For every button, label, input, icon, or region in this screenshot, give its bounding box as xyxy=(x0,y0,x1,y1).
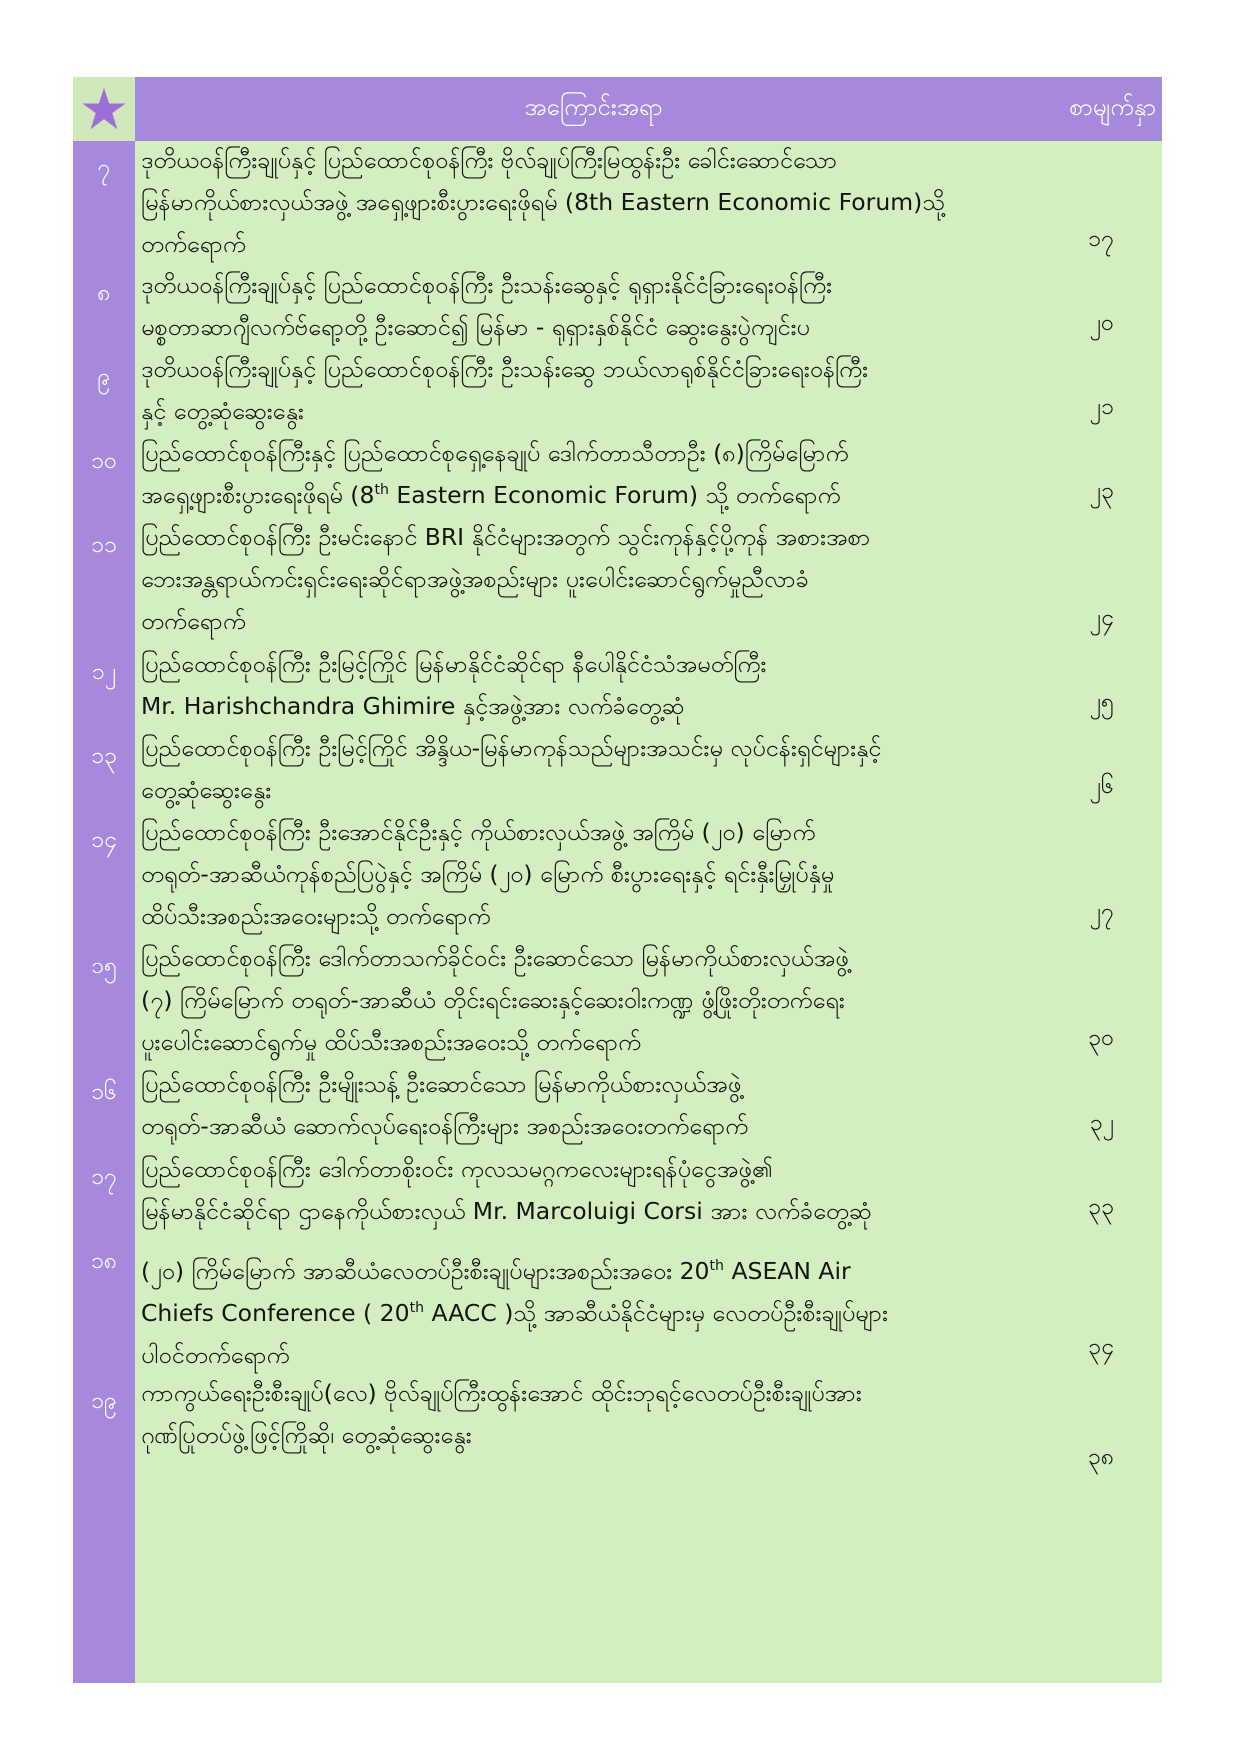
toc-row[interactable] xyxy=(73,1063,1162,1148)
toc-header xyxy=(73,77,1162,141)
entry-title-line: နှင့် တွေ့ဆုံဆွေးနွေး xyxy=(141,397,304,425)
entry-number: ၁၆ xyxy=(91,1079,117,1105)
entry-number: ၁၉ xyxy=(91,1388,117,1414)
entry-title-line: ပြည်ထောင်စုဝန်ကြီး ဦးမြင့်ကြိုင် မြန်မာနိုင်ငံဆိုင်ရာ နီပေါနိုင်ငံသံအမတ်ကြီး xyxy=(141,650,767,678)
entry-title-line: ပြည်ထောင်စုဝန်ကြီး ဦးမင်းနောင် BRI နိုင်ငံများအတွက် သွင်းကုန်နှင့်ပို့ကုန် အစားအစာ xyxy=(141,523,871,551)
entry-title xyxy=(141,1372,1071,1456)
toc-row[interactable] xyxy=(73,1372,1162,1482)
toc-row[interactable] xyxy=(73,348,1162,432)
entry-title-line: ပြည်ထောင်စုဝန်ကြီး ဦးမျိုးသန့် ဦးဆောင်သော မြန်မာကိုယ်စားလှယ်အဖွဲ့ xyxy=(141,1070,742,1098)
toc-row[interactable] xyxy=(73,139,1162,264)
entry-page-number: ၁၇ xyxy=(1088,226,1114,252)
entry-title-line: ဒုတိယဝန်ကြီးချုပ်နှင့် ပြည်ထောင်စုဝန်ကြီး ဦးသန်းဆွေနှင့် ရုရှားနိုင်ငံခြားရေးဝန်ကြီး xyxy=(141,271,832,299)
star-icon-cell xyxy=(73,77,135,141)
entry-title xyxy=(141,264,1071,348)
entry-number: ၁၄ xyxy=(91,827,117,853)
entry-title xyxy=(141,937,1071,1063)
entry-title-line: ဒုတိယဝန်ကြီးချုပ်နှင့် ပြည်ထောင်စုဝန်ကြီး ဦးသန်းဆွေ ဘယ်လာရုစ်နိုင်ငံခြားရေးဝန်ကြီး xyxy=(141,355,868,383)
entry-number: ၁၅ xyxy=(91,953,117,979)
entry-title-line: ပြည်ထောင်စုဝန်ကြီး ဒေါက်တာစိုးဝင်း ကုလသမဂ္ဂကလေးများရန်ပုံငွေအဖွဲ့၏ xyxy=(141,1155,773,1183)
toc-row[interactable] xyxy=(73,432,1162,516)
entry-page-number: ၃၀ xyxy=(1088,1025,1114,1051)
entry-title-line: တွေ့ဆုံဆွေးနွေး xyxy=(141,776,272,804)
entry-title-line: ဂုဏ်ပြုတပ်ဖွဲ့ဖြင့်ကြိုဆို၊ တွေ့ဆုံဆွေးနွေး xyxy=(141,1421,472,1449)
entry-title xyxy=(141,139,1071,265)
entry-title xyxy=(141,643,1071,727)
entry-title-line: ပြည်ထောင်စုဝန်ကြီး ဦးမြင့်ကြိုင် အိန္ဒိယ-မြန်မာကုန်သည်များအသင်းမှ လုပ်ငန်းရှင်များနှင့် xyxy=(141,734,882,762)
entry-page-number: ၃၈ xyxy=(1087,1444,1114,1470)
star-icon xyxy=(81,86,127,132)
toc-row[interactable] xyxy=(73,643,1162,727)
entry-title xyxy=(141,348,1071,432)
entry-title-line: ပါဝင်တက်ရောက် xyxy=(141,1341,290,1369)
entry-title-line: တက်ရောက် xyxy=(141,607,246,635)
entry-title-line: (၂၀) ကြိမ်မြောက် အာဆီယံလေတပ်ဦးစီးချုပ်များအစည်းအဝေး 20th ASEAN Air xyxy=(141,1257,851,1285)
entry-title-line: ဘေးအန္တရာယ်ကင်းရှင်းရေးဆိုင်ရာအဖွဲ့အစည်းများ ပူးပေါင်းဆောင်ရွက်မှုညီလာခံ xyxy=(141,565,809,593)
entry-title-line: တက်ရောက် xyxy=(141,230,246,258)
entry-title xyxy=(141,1250,1071,1376)
entry-title-line: ပူးပေါင်းဆောင်ရွက်မှု ထိပ်သီးအစည်းအဝေးသို့ တက်ရောက် xyxy=(141,1028,641,1056)
entry-page-number: ၃၃ xyxy=(1088,1194,1114,1220)
entry-page-number: ၂၆ xyxy=(1089,773,1114,799)
entry-title-line: ပြည်ထောင်စုဝန်ကြီးနှင့် ပြည်ထောင်စုရှေ့နေချုပ် ဒေါက်တာသီတာဦး (၈)ကြိမ်မြောက် xyxy=(141,439,849,467)
entry-title-line: မစ္စတာဆာဂျီလက်ဗ်ရော့တို့ ဦးဆောင်၍ မြန်မာ - ရုရှားနှစ်နိုင်ငံ ဆွေးနွေးပွဲကျင်းပ xyxy=(141,313,810,341)
toc-row[interactable] xyxy=(73,1232,1162,1372)
entry-page-number: ၂၀ xyxy=(1089,310,1114,336)
entry-number: ၁၂ xyxy=(91,659,117,685)
entry-number: ၈ xyxy=(97,280,111,306)
entry-page-number: ၂၄ xyxy=(1089,605,1114,631)
entry-title-line: Mr. Harishchandra Ghimire နှင့်အဖွဲ့အား လက်ခံတွေ့ဆုံ xyxy=(141,692,685,720)
entry-number: ၁၃ xyxy=(91,743,117,769)
toc-row[interactable] xyxy=(73,1148,1162,1232)
entry-title-line: ပြည်ထောင်စုဝန်ကြီး ဒေါက်တာသက်ခိုင်ဝင်း ဦးဆောင်သော မြန်မာကိုယ်စားလှယ်အဖွဲ့ xyxy=(141,944,849,972)
entry-title xyxy=(141,1063,1071,1147)
entry-title-line: (၇) ကြိမ်မြောက် တရုတ်-အာဆီယံ တိုင်းရင်းဆေးနှင့်ဆေးဝါးကဏ္ဍ ဖွံ့ဖြိုးတိုးတက်ရေး xyxy=(141,986,845,1014)
entry-title-line: တရုတ်-အာဆီယံကုန်စည်ပြပွဲနှင့် အကြိမ် (၂၀) မြောက် စီးပွားရေးနှင့် ရင်းနှီးမြှုပ်နှံမှု xyxy=(141,860,835,888)
entry-page-number: ၃၄ xyxy=(1088,1334,1114,1360)
entry-page-number: ၂၃ xyxy=(1089,478,1114,504)
toc-row[interactable] xyxy=(73,264,1162,348)
entry-number: ၁၈ xyxy=(90,1248,118,1274)
entry-title-line: အရှေ့ဖျားစီးပွားရေးဖိုရမ် (8th Eastern Economic Forum) သို့ တက်ရောက် xyxy=(141,481,841,509)
header-page: စာမျက်နှာ xyxy=(1069,93,1156,121)
entry-number: ၉ xyxy=(97,364,111,390)
toc-row[interactable] xyxy=(73,811,1162,937)
entry-number: ၁၁ xyxy=(91,532,117,558)
toc-row[interactable] xyxy=(73,727,1162,811)
entry-page-number: ၂၅ xyxy=(1089,689,1114,715)
entry-title-line: ပြည်ထောင်စုဝန်ကြီး ဦးအောင်နိုင်ဦးနှင့် ကိုယ်စားလှယ်အဖွဲ့ အကြိမ် (၂၀) မြောက် xyxy=(141,818,816,846)
entry-title-line: ဒုတိယဝန်ကြီးချုပ်နှင့် ပြည်ထောင်စုဝန်ကြီး ဗိုလ်ချုပ်ကြီးမြထွန်းဦး ခေါင်းဆောင်သော xyxy=(141,146,838,174)
entry-title-line: မြန်မာကိုယ်စားလှယ်အဖွဲ့ အရှေ့ဖျားစီးပွားရေးဖိုရမ် (8th Eastern Economic Forum)သို့ xyxy=(141,188,945,216)
entry-title xyxy=(141,432,1071,516)
entry-title-line: ထိပ်သီးအစည်းအဝေးများသို့ တက်ရောက် xyxy=(141,902,491,930)
entry-page-number: ၃၂ xyxy=(1089,1110,1114,1136)
entry-title-line: တရုတ်-အာဆီယံ ဆောက်လုပ်ရေးဝန်ကြီးများ အစည်းအဝေးတက်ရောက် xyxy=(141,1112,749,1140)
entry-title xyxy=(141,1148,1071,1232)
entry-title xyxy=(141,811,1071,937)
entry-page-number: ၂၁ xyxy=(1089,394,1114,420)
entry-title xyxy=(141,727,1071,811)
toc-row[interactable] xyxy=(73,516,1162,643)
toc-row[interactable] xyxy=(73,937,1162,1063)
entry-page-number: ၂၇ xyxy=(1089,899,1114,925)
table-of-contents xyxy=(73,77,1162,1683)
header-topic: အကြောင်းအရာ xyxy=(524,93,663,121)
entry-number: ၇ xyxy=(97,155,111,181)
entry-title xyxy=(141,516,1071,642)
entry-title-line: မြန်မာနိုင်ငံဆိုင်ရာ ဌာနေကိုယ်စားလှယ် Mr. Marcoluigi Corsi အား လက်ခံတွေ့ဆုံ xyxy=(141,1197,872,1225)
entry-title-line: ကာကွယ်ရေးဦးစီးချုပ်(လေ) ဗိုလ်ချုပ်ကြီးထွန်းအောင် ထိုင်းဘုရင့်လေတပ်ဦးစီးချုပ်အား xyxy=(141,1379,862,1407)
entry-title-line: Chiefs Conference ( 20th AACC )သို့ အာဆီယံနိုင်ငံများမှ လေတပ်ဦးစီးချုပ်များ xyxy=(141,1299,888,1327)
entry-number: ၁၀ xyxy=(91,448,117,474)
entry-number: ၁၇ xyxy=(91,1164,117,1190)
